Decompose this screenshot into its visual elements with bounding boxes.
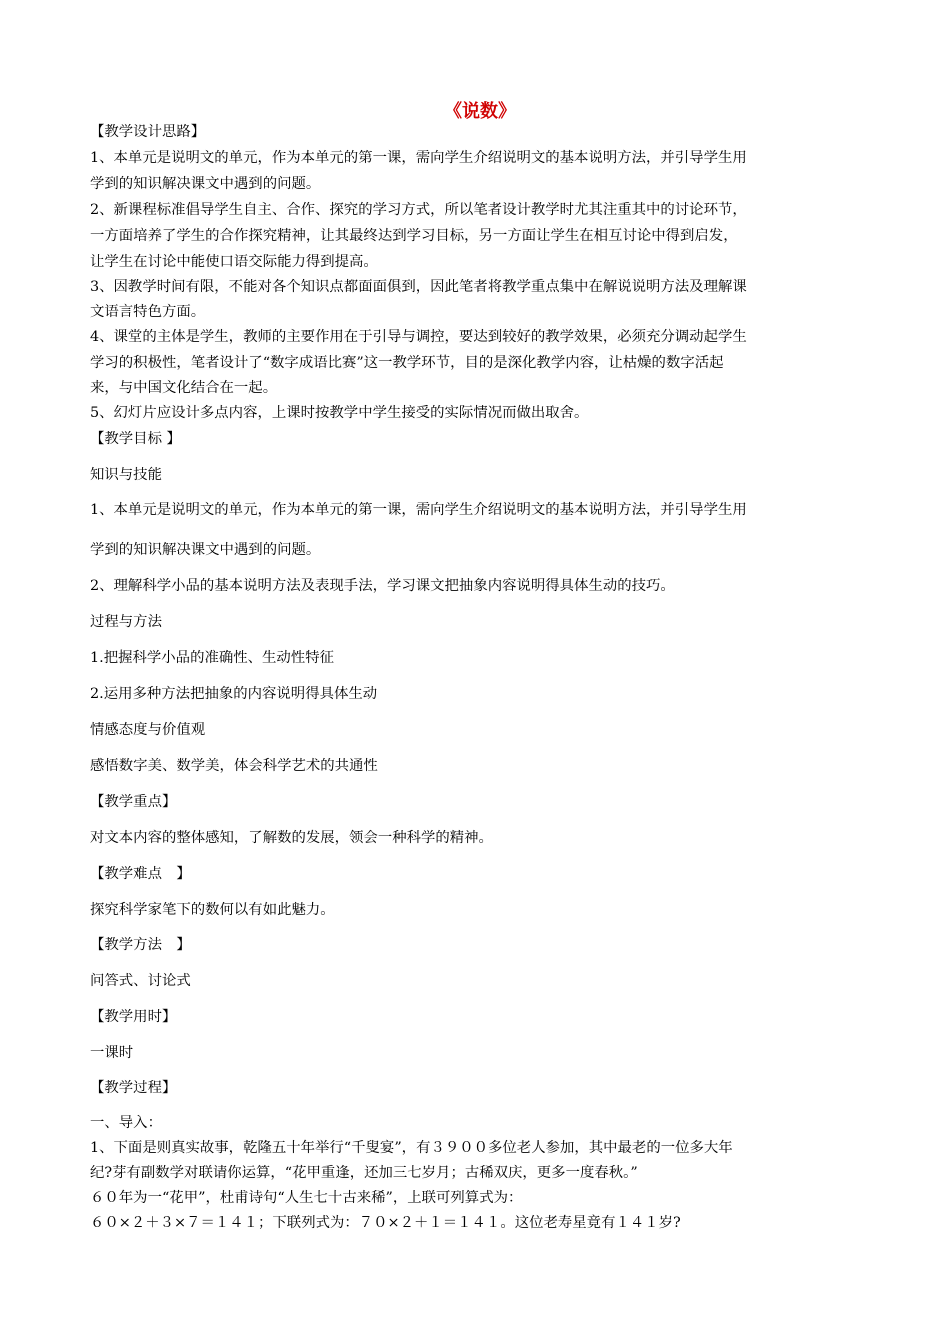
paragraph-line: 4、课堂的主体是学生，教师的主要作用在于引导与调控，要达到较好的教学效果，必须充分调动起学生	[90, 329, 747, 345]
subheading-knowledge-skills: 知识与技能	[90, 467, 162, 483]
subheading-introduction: 一、导入：	[90, 1115, 162, 1131]
section-heading-process: 【教学过程】	[90, 1080, 177, 1096]
paragraph-line: 让学生在讨论中能使口语交际能力得到提高。	[90, 254, 378, 270]
paragraph-line: 感悟数字美、数学美，体会科学艺术的共通性	[90, 758, 378, 774]
paragraph-line: 2、新课程标准倡导学生自主、合作、探究的学习方式，所以笔者设计教学时尤其注重其中的讨论环节，	[90, 202, 747, 218]
paragraph-line: ６０×２＋３×７＝１４１；下联列式为：７０×２＋１＝１４１。这位老寿星竟有１４１岁?	[90, 1215, 681, 1231]
list-item: 2.运用多种方法把抽象的内容说明得具体生动	[90, 686, 378, 702]
subheading-process-method: 过程与方法	[90, 614, 162, 630]
section-heading-design-ideas: 【教学设计思路】	[90, 124, 206, 140]
paragraph-line: 学习的积极性，笔者设计了“数字成语比赛”这一教学环节，目的是深化教学内容，让枯燥的数字活起	[90, 355, 724, 371]
paragraph-line: 一方面培养了学生的合作探究精神，让其最终达到学习目标，另一方面让学生在相互讨论中得到启发，	[90, 228, 738, 244]
paragraph-line: ６０年为一“花甲”，杜甫诗句“人生七十古来稀”，上联可列算式为：	[90, 1190, 523, 1206]
subheading-attitude-values: 情感态度与价值观	[90, 722, 206, 738]
paragraph-line: 学到的知识解决课文中遇到的问题。	[90, 176, 321, 192]
paragraph-line: 一课时	[90, 1045, 134, 1061]
paragraph-line: 1、本单元是说明文的单元，作为本单元的第一课，需向学生介绍说明文的基本说明方法，并引导学生用	[90, 150, 747, 166]
paragraph-line: 探究科学家笔下的数何以有如此魅力。	[90, 902, 335, 918]
list-item: 1.把握科学小品的准确性、生动性特征	[90, 650, 334, 666]
paragraph-line: 1、本单元是说明文的单元，作为本单元的第一课，需向学生介绍说明文的基本说明方法，并引导学生用	[90, 502, 747, 518]
paragraph-line: 对文本内容的整体感知，了解数的发展，领会一种科学的精神。	[90, 830, 493, 846]
paragraph-line: 问答式、讨论式	[90, 973, 191, 989]
document-title: 《说数》	[444, 101, 516, 122]
section-heading-key-points: 【教学重点】	[90, 794, 177, 810]
paragraph-line: 1、下面是则真实故事，乾隆五十年举行“千叟宴”，有３９００多位老人参加，其中最老的一位多大年	[90, 1140, 733, 1156]
paragraph-line: 5、幻灯片应设计多点内容，上课时按教学中学生接受的实际情况而做出取舍。	[90, 405, 589, 421]
paragraph-line: 3、因教学时间有限，不能对各个知识点都面面俱到，因此笔者将教学重点集中在解说说明方法及理解课	[90, 279, 747, 295]
paragraph-line: 纪?芽有副数学对联请你运算，“花甲重逢，还加三七岁月；古稀双庆，更多一度春秋。”	[90, 1165, 638, 1181]
paragraph-line: 文语言特色方面。	[90, 304, 206, 320]
paragraph-line: 2、理解科学小品的基本说明方法及表现手法，学习课文把抽象内容说明得具体生动的技巧。	[90, 578, 675, 594]
section-heading-duration: 【教学用时】	[90, 1009, 177, 1025]
paragraph-line: 来，与中国文化结合在一起。	[90, 380, 278, 396]
section-heading-methods: 【教学方法 】	[90, 937, 191, 953]
section-heading-objectives: 【教学目标 】	[90, 431, 181, 447]
section-heading-difficulties: 【教学难点 】	[90, 866, 191, 882]
paragraph-line: 学到的知识解决课文中遇到的问题。	[90, 542, 321, 558]
